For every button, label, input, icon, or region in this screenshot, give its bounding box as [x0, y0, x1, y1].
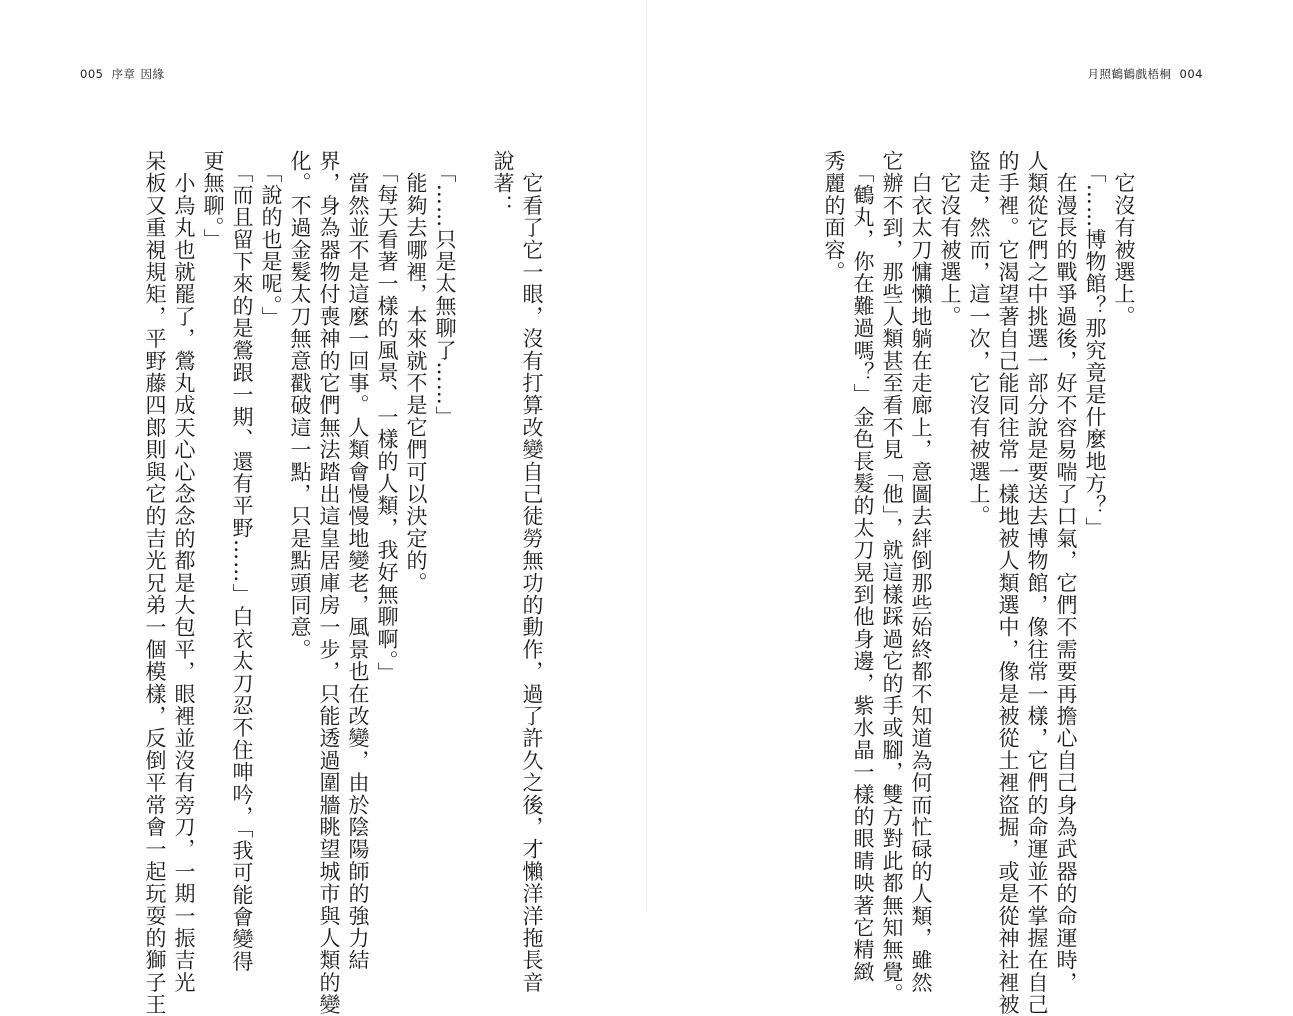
text-line: 它沒有被選上。 — [938, 150, 962, 328]
text-line: 「……博物館？那究竟是什麼地方？」 — [1083, 150, 1107, 540]
text-line: 「每天看著一樣的風景、一樣的人類，我好無聊啊。」 — [375, 150, 399, 684]
book-title: 月照鶴鶴戲梧桐 — [1087, 67, 1172, 81]
text-line: 說著： — [491, 150, 515, 217]
text-line: 盜走，然而，這一次，它沒有被選上。 — [967, 150, 991, 528]
text-line: 「說的也是呢。」 — [259, 150, 283, 329]
text-line: 白衣太刀慵懶地躺在走廊上，意圖去絆倒那些始終都不知道為何而忙碌的人類，雖然 — [909, 150, 933, 994]
text-line: 界，身為器物付喪神的它們無法踏出這皇居庫房一步，只能透過圍牆眺望城市與人類的變 — [317, 150, 341, 1016]
chapter-title: 因緣 — [140, 67, 165, 81]
text-line: 秀麗的面容。 — [822, 150, 846, 284]
text-line: 呆板又重視規矩，平野藤四郎則與它的吉光兄弟一個模樣，反倒平常會一起玩耍的獅子王 — [143, 150, 167, 1016]
left-page-number: 005 — [80, 67, 104, 81]
text-line: 更無聊。」 — [201, 150, 225, 251]
text-line: 它沒有被選上。 — [1112, 150, 1136, 328]
text-line: 它看了它一眼，沒有打算改變自己徒勞無功的動作，過了許久之後，才懶洋洋拖長音 — [520, 150, 544, 994]
chapter-label: 序章 — [111, 67, 136, 81]
text-line: 人類從它們之中挑選一部分說是要送去博物館，像往常一樣，它們的命運並不掌握在自己 — [1025, 150, 1049, 1016]
text-line: 能夠去哪裡，本來就不是它們可以決定的。 — [404, 150, 428, 594]
right-page — [646, 0, 1293, 1016]
left-page-body-text — [140, 150, 546, 1016]
text-line: 它辦不到，那些人類甚至看不見「他」，就這樣踩過它的手或腳，雙方對此都無知無覺。 — [880, 150, 904, 1006]
text-line: 當然並不是這麼一回事。人類會慢慢地變老，風景也在改變，由於陰陽師的強力結 — [346, 150, 370, 972]
text-line: 「鶴丸，你在難過嗎？」金色長髮的太刀晃到他身邊，紫水晶一樣的眼睛映著它精緻 — [851, 150, 875, 984]
text-line: 在漫長的戰爭過後，好不容易喘了口氣，它們不需要再擔心自己身為武器的命運時， — [1054, 150, 1078, 994]
blank-line — [459, 150, 488, 870]
right-page-header — [1088, 66, 1203, 82]
left-page-header — [80, 66, 164, 82]
text-line: 「而且留下來的是鶯跟一期、還有平野……」白衣太刀忍不住呻吟，「我可能會變得 — [230, 150, 254, 973]
text-line: 的手裡。它渴望著自己能同往常一樣地被人類選中，像是被從土裡盜掘，或是從神社裡被 — [996, 150, 1020, 1016]
text-line: 化。不過金髮太刀無意戳破這一點，只是點頭同意。 — [288, 150, 312, 661]
text-line: 「……只是太無聊了……」 — [433, 150, 457, 429]
left-page — [0, 0, 646, 1016]
right-page-number: 004 — [1179, 67, 1203, 81]
text-line: 小烏丸也就罷了，鶯丸成天心心念念的都是大包平，眼裡並沒有旁刀，一期一振吉光 — [172, 150, 196, 994]
right-page-body-text — [819, 150, 1138, 1016]
